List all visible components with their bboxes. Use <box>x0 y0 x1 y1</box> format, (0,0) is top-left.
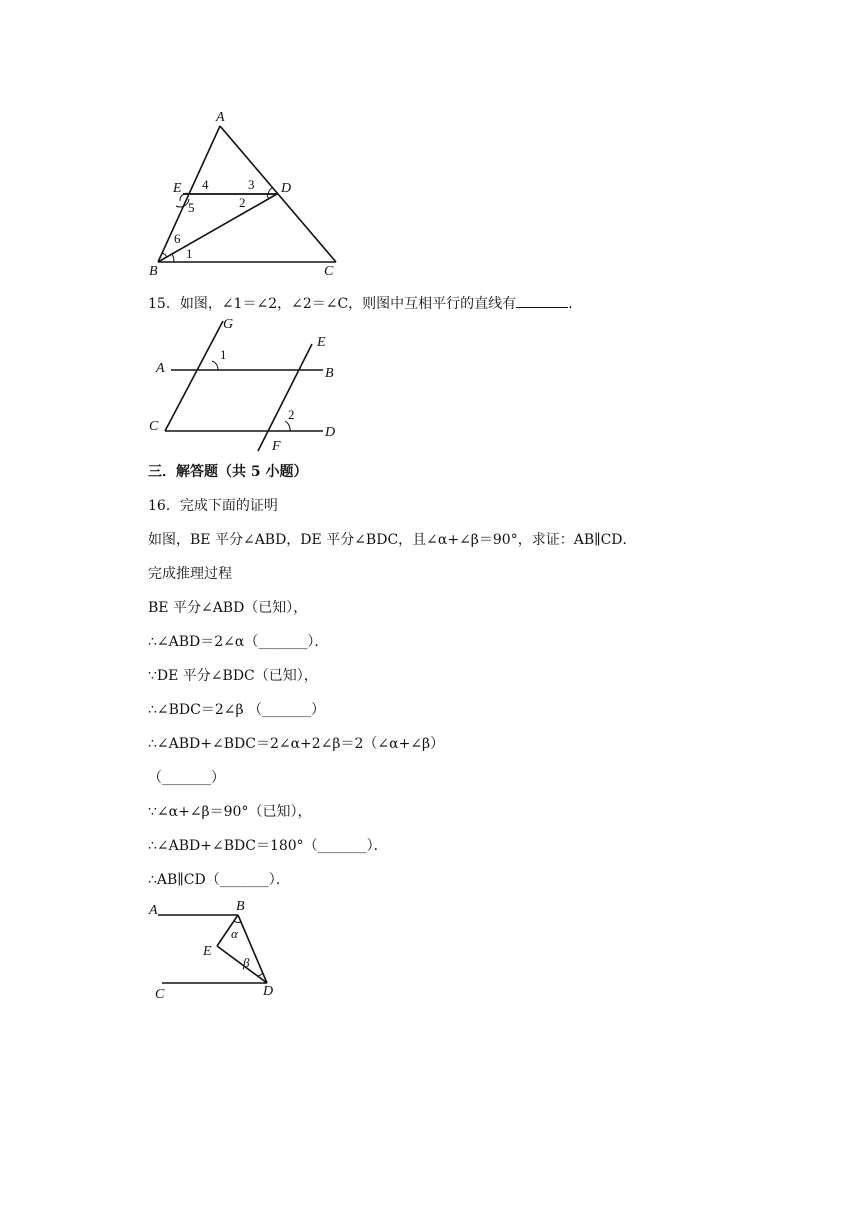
fig16-label-b: B <box>236 899 245 914</box>
fig14-angle-1: 1 <box>186 246 193 261</box>
q16-line-5: ∵DE 平分∠BDC（已知）， <box>148 668 318 684</box>
fig14-label-e: E <box>173 181 182 196</box>
fig16-label-c: C <box>155 987 165 1002</box>
fig14-angle-4: 4 <box>202 177 209 192</box>
q16-title <box>148 496 278 516</box>
fig15-label-c: C <box>149 419 159 434</box>
fig16-label-d: D <box>263 984 274 999</box>
q16-line-10[interactable]: ∴∠ABD+∠BDC＝180°（_______）． <box>148 838 388 854</box>
q16-title-text: 完成下面的证明 <box>179 498 278 514</box>
q16-line-6[interactable]: ∴∠BDC＝2∠β （_______） <box>148 702 326 718</box>
fig15-label-f: F <box>272 439 281 454</box>
fig15-label-b: B <box>325 366 334 381</box>
fig16-label-e: E <box>203 944 212 959</box>
fig14-angle-5: 5 <box>188 200 195 215</box>
fig15-label-d: D <box>325 425 336 440</box>
q16-line-9: ∵∠α+∠β＝90°（已知）， <box>148 804 312 820</box>
q16-line-7: ∴∠ABD+∠BDC＝2∠α+2∠β＝2（∠α+∠β） <box>148 736 445 752</box>
parallel-lines-figure <box>145 312 345 457</box>
q16-line-1: 如图，BE 平分∠ABD，DE 平分∠BDC，且∠α+∠β＝90°，求证：AB∥CD． <box>148 532 637 548</box>
q16-line-4[interactable]: ∴∠ABD＝2∠α（_______）． <box>148 634 329 650</box>
fig14-label-a: A <box>216 110 225 125</box>
q15-answer-blank[interactable] <box>516 294 568 308</box>
section-count: 5 <box>250 464 261 480</box>
fig16-angle-alpha: α <box>231 926 238 941</box>
section-title: 三．解答题（共 <box>148 464 251 480</box>
q15-text: 如图，∠1＝∠2，∠2＝∠C，则图中互相平行的直线有 <box>179 296 517 312</box>
q16-number: 16． <box>148 498 180 514</box>
q16-line-3: BE 平分∠ABD（已知）， <box>148 600 308 616</box>
fig14-label-b: B <box>149 264 158 279</box>
q15-statement <box>148 294 582 314</box>
fig15-angle-2: 2 <box>288 407 295 422</box>
fig16-angle-beta: β <box>243 955 250 970</box>
bisector-figure <box>145 895 285 1005</box>
fig15-label-e: E <box>317 335 326 350</box>
fig15-angle-1: 1 <box>220 347 227 362</box>
fig16-label-a: A <box>149 903 158 918</box>
fig14-angle-2: 2 <box>239 195 246 210</box>
section-heading <box>148 462 308 482</box>
q15-text-end: ． <box>568 296 583 312</box>
fig14-angle-6: 6 <box>174 231 181 246</box>
fig14-label-c: C <box>324 264 334 279</box>
section-title-end: 小题） <box>260 464 308 480</box>
fig15-label-g: G <box>223 317 234 332</box>
fig14-angle-3: 3 <box>248 177 255 192</box>
q16-line-2: 完成推理过程 <box>148 566 232 582</box>
fig15-label-a: A <box>156 361 165 376</box>
fig14-label-d: D <box>281 181 292 196</box>
triangle-figure <box>140 105 350 280</box>
q16-line-11[interactable]: ∴AB∥CD（_______）． <box>148 872 290 888</box>
q16-line-8[interactable]: （_______） <box>148 770 225 786</box>
q15-number: 15． <box>148 296 180 312</box>
